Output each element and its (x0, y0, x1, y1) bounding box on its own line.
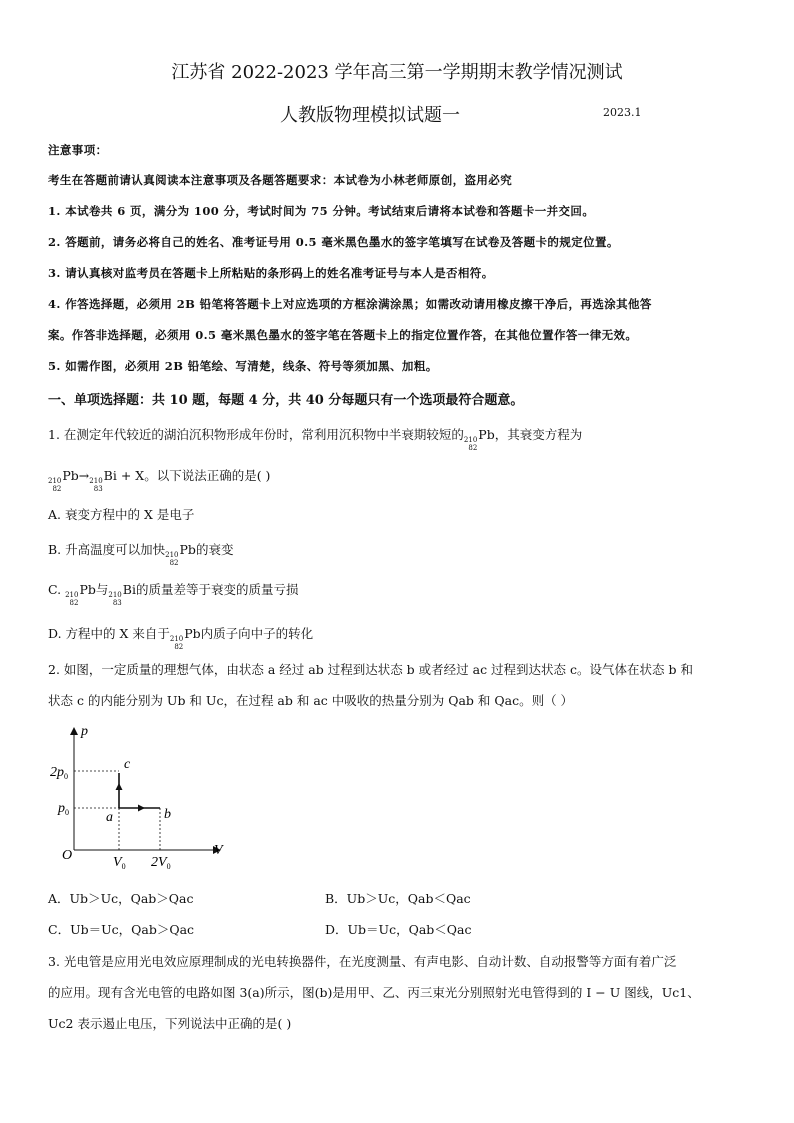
page-title: 江苏省 2022-2023 学年高三第一学期期末教学情况测试 (171, 62, 623, 83)
process-ac-arrow (116, 783, 123, 790)
q1-stem: 1. 在测定年代较近的湖泊沉积物形成年份时，常利用沉积物中半衰期较短的 210 82 Pb，其衰变方程为 (48, 427, 583, 452)
section-heading: 一、单项选择题：共 10 题，每题 4 分，共 40 分每题只有一个选项最符合题意。 (48, 393, 524, 408)
q2-option-a: A．Ub＞Uc，Qab＞Qac (48, 891, 194, 906)
q1-option-a: A. 衰变方程中的 X 是电子 (48, 507, 195, 522)
origin-label: O (62, 848, 73, 863)
point-b-label: b (164, 807, 171, 822)
tick-2p0: $2p_0$ (50, 765, 68, 781)
process-ab-arrow (138, 805, 145, 812)
q1-option-c: C. 210 82 Pb与 210 83 Bi的质量差等于衰变的质量亏损 (48, 582, 299, 607)
v-axis-label: V (214, 843, 223, 858)
notice-line: 1. 本试卷共 6 页，满分为 100 分，考试时间为 75 分钟。考试结束后请将本试卷和答题卡一并交回。 (48, 204, 595, 218)
notice-line: 3. 请认真核对监考员在答题卡上所粘贴的条形码上的姓名准考证号与本人是否相符。 (48, 266, 494, 280)
notice-line: 考生在答题前请认真阅读本注意事项及各题答题要求：本试卷为小林老师原创，盗用必究 (48, 173, 513, 187)
nuclide-pb: 210 82 Pb (463, 427, 495, 452)
q1-option-d: D. 方程中的 X 来自于 210 82 Pb内质子向中子的转化 (48, 626, 314, 651)
exam-date: 2023.1 (603, 106, 642, 119)
q2-option-d: D．Ub＝Uc，Qab＜Qac (325, 922, 472, 937)
notice-line: 5. 如需作图，必须用 2B 铅笔绘、写清楚，线条、符号等须加黑、加粗。 (48, 359, 438, 373)
q2-stem-line2: 状态 c 的内能分别为 Ub 和 Uc，在过程 ab 和 ac 中吸收的热量分别为 Qab 和 Qac。则（ ） (48, 693, 574, 708)
q2-option-b: B．Ub＞Uc，Qab＜Qac (325, 891, 471, 906)
q3-stem-line2: 的应用。现有含光电管的电路如图 3(a)所示，图(b)是用甲、乙、丙三束光分别照射光电管得到的 I − U 图线，Uc1、 (48, 985, 700, 1000)
tick-v0: $V_0$ (113, 855, 126, 871)
q3-stem-line3: Uc2 表示遏止电压，下列说法中正确的是( ) (48, 1016, 292, 1031)
q1-equation: 210 82 Pb→ 210 83 Bi + X。以下说法正确的是( ) (48, 468, 271, 493)
notice-line: 4. 作答选择题，必须用 2B 铅笔将答题卡上对应选项的方框涂满涂黑；如需改动请用橡皮擦干净后，再选涂其他答 (48, 297, 652, 311)
p-axis-label: p (81, 724, 88, 739)
q2-option-c: C．Ub＝Uc，Qab＞Qac (48, 922, 195, 937)
notice-line: 2. 答题前，请务必将自己的姓名、准考证号用 0.5 毫米黑色墨水的签字笔填写在试卷及答题卡的规定位置。 (48, 235, 619, 249)
tick-2v0: $2V_0$ (151, 855, 171, 871)
point-c-label: c (124, 757, 131, 772)
tick-p0: $p_0$ (58, 801, 69, 817)
page-subtitle: 人教版物理模拟试题一 (280, 105, 460, 126)
q2-stem-line1: 2. 如图，一定质量的理想气体，由状态 a 经过 ab 过程到达状态 b 或者经过 ac 过程到达状态 c。设气体在状态 b 和 (48, 662, 693, 677)
notice-heading: 注意事项： (48, 143, 108, 157)
q3-stem-line1: 3. 光电管是应用光电效应原理制成的光电转换器件，在光度测量、有声电影、自动计数、自动报警等方面有着广泛 (48, 954, 677, 969)
q1-option-b: B. 升高温度可以加快 210 82 Pb的衰变 (48, 542, 234, 567)
pv-diagram (48, 720, 248, 875)
notice-line: 案。作答非选择题，必须用 0.5 毫米黑色墨水的签字笔在答题卡上的指定位置作答，在其他位置作答一律无效。 (48, 328, 638, 342)
point-a-label: a (106, 810, 113, 825)
